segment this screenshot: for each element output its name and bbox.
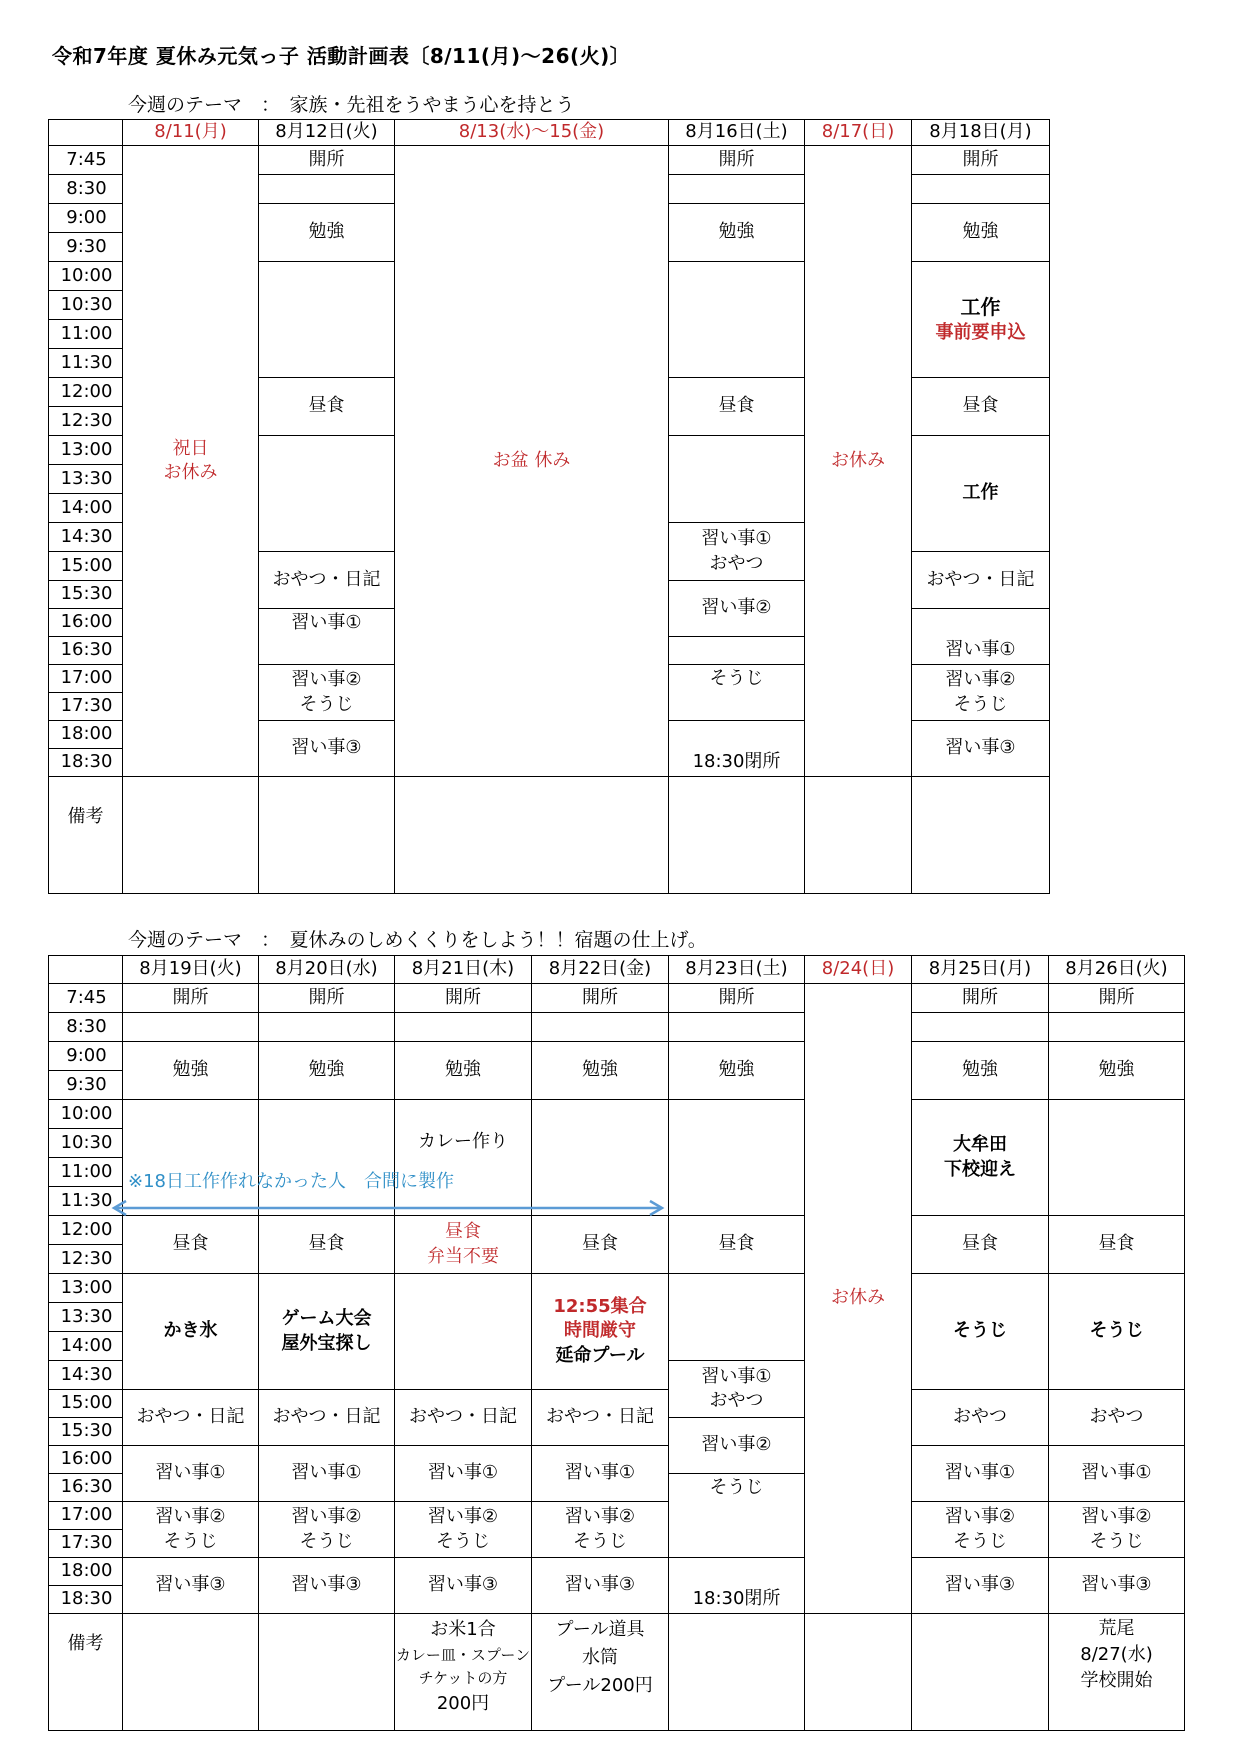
cell-empty	[395, 1274, 532, 1390]
cell-0821-curry: カレー作り	[395, 1100, 532, 1216]
lesson1-label: 習い事①	[701, 528, 772, 550]
cell-lunch: 昼食	[123, 1216, 259, 1274]
time-cell: 18:30	[49, 749, 123, 777]
cell-0812-study: 勉強	[259, 204, 395, 262]
cell-lesson1: 習い事①	[912, 1446, 1049, 1502]
time-cell: 11:30	[49, 1187, 123, 1216]
time-cell: 12:30	[49, 1245, 123, 1274]
biko-school-date: 8/27(水)	[1080, 1644, 1153, 1666]
craft-note: 事前要申込	[935, 321, 1026, 343]
cell-obon-rest: お盆 休み	[395, 146, 669, 777]
cell-empty	[669, 1013, 805, 1042]
header-0818: 8月18日(月)	[912, 120, 1050, 146]
clean-label: そうじ	[299, 1530, 354, 1552]
cell-0812-lesson3: 習い事③	[259, 721, 395, 777]
time-cell: 14:30	[49, 1361, 123, 1390]
time-cell: 16:30	[49, 1474, 123, 1502]
cell-0824-rest: お休み	[805, 984, 912, 1614]
pool-strict-time: 時間厳守	[564, 1320, 636, 1342]
cell-study: 勉強	[912, 1042, 1049, 1100]
cell-0818-open: 開所	[912, 146, 1050, 175]
header-0823: 8月23日(土)	[669, 956, 805, 984]
cell-lesson1: 習い事①	[532, 1446, 669, 1502]
time-cell: 9:00	[49, 1042, 123, 1071]
cell-lesson2-clean	[1049, 1502, 1185, 1558]
double-arrow-icon	[108, 1198, 668, 1218]
cell-0816-clean: そうじ	[669, 665, 805, 721]
cell-0819-kakigori: かき氷	[123, 1274, 259, 1390]
lunch-label: 昼食	[445, 1221, 481, 1243]
cell-empty	[1049, 1100, 1185, 1216]
time-cell: 15:30	[49, 1418, 123, 1446]
clean-label: そうじ	[573, 1530, 627, 1552]
cell-lesson3: 習い事③	[1049, 1558, 1185, 1614]
time-cell: 18:00	[49, 1558, 123, 1586]
cell-lunch: 昼食	[532, 1216, 669, 1274]
biko-cell	[805, 1614, 912, 1731]
cell-open: 開所	[669, 984, 805, 1013]
lesson2-label: 習い事②	[291, 1506, 362, 1528]
cell-0811-holiday	[123, 146, 259, 777]
time-cell: 10:30	[49, 291, 123, 320]
cell-0818-snack: おやつ・日記	[912, 552, 1050, 609]
cell-lesson2-clean	[912, 1502, 1049, 1558]
week1-theme: 今週のテーマ ： 家族・先祖をうやまう心を持とう	[128, 94, 575, 116]
cell-0816-close: 18:30閉所	[669, 721, 805, 777]
time-cell: 17:30	[49, 693, 123, 721]
time-cell: 11:30	[49, 349, 123, 378]
time-cell: 18:30	[49, 1586, 123, 1614]
cell-study: 勉強	[259, 1042, 395, 1100]
cell-empty	[259, 175, 395, 204]
cell-lesson3: 習い事③	[532, 1558, 669, 1614]
time-cell: 12:00	[49, 1216, 123, 1245]
omuta-label: 大牟田	[953, 1134, 1007, 1156]
biko-pool-fee: プール200円	[547, 1674, 653, 1696]
cell-open: 開所	[532, 984, 669, 1013]
biko-cell	[912, 777, 1050, 894]
time-cell: 16:30	[49, 637, 123, 665]
cell-0823-close: 18:30閉所	[669, 1558, 805, 1614]
cell-lesson2-clean	[259, 1502, 395, 1558]
cell-open: 開所	[259, 984, 395, 1013]
cell-0821-lunch	[395, 1216, 532, 1274]
time-cell: 13:30	[49, 465, 123, 494]
treasure-label: 屋外宝探し	[281, 1332, 372, 1354]
cell-0818-lesson2-clean	[912, 665, 1050, 721]
cell-lunch: 昼食	[1049, 1216, 1185, 1274]
time-cell: 17:30	[49, 1530, 123, 1558]
header-0825: 8月25日(月)	[912, 956, 1049, 984]
cell-snack: おやつ	[912, 1390, 1049, 1446]
lesson2-label: 習い事②	[427, 1506, 499, 1528]
lesson2-label: 習い事②	[1081, 1506, 1152, 1528]
clean-label: そうじ	[1089, 1530, 1144, 1552]
header-0826: 8月26日(火)	[1049, 956, 1185, 984]
cell-snack: おやつ	[1049, 1390, 1185, 1446]
cell-empty	[912, 175, 1050, 204]
rest-label: お休み	[163, 462, 218, 483]
time-cell: 7:45	[49, 984, 123, 1013]
biko-cell	[912, 1614, 1049, 1731]
biko-cell	[669, 777, 805, 894]
cell-0812-lesson1: 習い事①	[259, 609, 395, 665]
biko-rice: お米1合	[430, 1619, 496, 1640]
cell-0823-clean: そうじ	[669, 1474, 805, 1558]
biko-cell	[259, 777, 395, 894]
cell-0812-snack: おやつ・日記	[259, 552, 395, 609]
biko-0822	[532, 1614, 669, 1731]
time-cell: 15:00	[49, 552, 123, 581]
biko-cell	[805, 777, 912, 894]
biko-ticket: チケットの方	[418, 1669, 508, 1688]
time-cell: 18:00	[49, 721, 123, 749]
cell-0818-lunch: 昼食	[912, 378, 1050, 436]
header-0811: 8/11(月)	[123, 120, 259, 146]
biko-cell	[395, 777, 669, 894]
holiday-label: 祝日	[172, 437, 209, 459]
biko-arao: 荒尾	[1098, 1618, 1135, 1639]
corner-cell	[49, 956, 123, 984]
pool-label: 延命プール	[555, 1344, 645, 1366]
time-cell: 9:30	[49, 1071, 123, 1100]
cell-0816-lesson1-snack	[669, 523, 805, 581]
cell-study: 勉強	[123, 1042, 259, 1100]
cell-empty	[259, 262, 395, 378]
time-cell: 11:00	[49, 1158, 123, 1187]
cell-0816-lunch: 昼食	[669, 378, 805, 436]
cell-empty	[912, 1013, 1049, 1042]
cell-study: 勉強	[395, 1042, 532, 1100]
cell-empty	[669, 436, 805, 523]
cell-lesson1: 習い事①	[1049, 1446, 1185, 1502]
header-0820: 8月20日(水)	[259, 956, 395, 984]
cell-0823-lesson1-snack	[669, 1361, 805, 1418]
time-cell: 17:00	[49, 1502, 123, 1530]
cell-empty	[123, 1013, 259, 1042]
time-cell: 16:00	[49, 1446, 123, 1474]
header-0817: 8/17(日)	[805, 120, 912, 146]
cell-open: 開所	[123, 984, 259, 1013]
biko-label: 備考	[49, 777, 123, 894]
snack-label: おやつ	[709, 1390, 764, 1411]
cell-lesson3: 習い事③	[912, 1558, 1049, 1614]
cell-lesson1: 習い事①	[395, 1446, 532, 1502]
time-cell: 15:00	[49, 1390, 123, 1418]
biko-0821	[395, 1614, 532, 1731]
cell-0822-pool	[532, 1274, 669, 1390]
lesson2-label: 習い事②	[944, 1506, 1016, 1528]
cell-empty	[1049, 1013, 1185, 1042]
lesson2-label: 習い事②	[945, 669, 1016, 691]
snack-label: おやつ	[709, 552, 764, 574]
game-label: ゲーム大会	[281, 1308, 372, 1330]
cell-open: 開所	[1049, 984, 1185, 1013]
time-cell: 10:00	[49, 1100, 123, 1129]
cell-empty	[259, 1013, 395, 1042]
cell-0812-open: 開所	[259, 146, 395, 175]
cell-lunch: 昼食	[259, 1216, 395, 1274]
cell-study: 勉強	[669, 1042, 805, 1100]
week2-theme: 今週のテーマ ： 夏休みのしめくくりをしよう！！宿題の仕上げ。	[128, 929, 707, 951]
cell-0818-craft2: 工作	[912, 436, 1050, 552]
cell-snack-diary: おやつ・日記	[123, 1390, 259, 1446]
craft-makeup-note: ※18日工作作れなかった人 合間に製作	[128, 1171, 454, 1192]
clean-label: そうじ	[953, 1530, 1007, 1552]
cell-lunch: 昼食	[669, 1216, 805, 1274]
time-cell: 17:00	[49, 665, 123, 693]
cell-snack-diary: おやつ・日記	[259, 1390, 395, 1446]
time-cell: 10:00	[49, 262, 123, 291]
lesson1-label: 習い事①	[701, 1365, 772, 1387]
biko-cell	[123, 777, 259, 894]
cell-0818-study: 勉強	[912, 204, 1050, 262]
time-cell: 7:45	[49, 146, 123, 175]
biko-cell	[669, 1614, 805, 1731]
cell-study: 勉強	[1049, 1042, 1185, 1100]
cell-empty	[395, 1013, 532, 1042]
lesson2-label: 習い事②	[155, 1506, 226, 1528]
time-cell: 8:30	[49, 175, 123, 204]
cell-open: 開所	[395, 984, 532, 1013]
cell-lesson2-clean	[395, 1502, 532, 1558]
time-cell: 9:00	[49, 204, 123, 233]
header-0824: 8/24(日)	[805, 956, 912, 984]
cell-open: 開所	[912, 984, 1049, 1013]
no-bento-label: 弁当不要	[427, 1245, 499, 1267]
biko-cell	[123, 1614, 259, 1731]
pool-meet-time: 12:55集合	[553, 1296, 647, 1318]
clean-label: そうじ	[436, 1530, 490, 1552]
cell-0812-lunch: 昼食	[259, 378, 395, 436]
header-0813-15: 8/13(水)～15(金)	[395, 120, 669, 146]
pickup-label: 下校迎え	[944, 1158, 1016, 1180]
cell-0817-rest: お休み	[805, 146, 912, 777]
lesson2-label: 習い事②	[291, 669, 362, 691]
header-0819: 8月19日(火)	[123, 956, 259, 984]
cell-0825-clean: そうじ	[912, 1274, 1049, 1390]
biko-school-start: 学校開始	[1080, 1670, 1153, 1692]
craft-label: 工作	[960, 294, 1001, 319]
biko-curry-plate: カレー皿・スプーン	[395, 1645, 531, 1664]
clean-label: そうじ	[163, 1530, 218, 1552]
cell-empty	[669, 1274, 805, 1361]
cell-lunch: 昼食	[912, 1216, 1049, 1274]
time-cell: 10:30	[49, 1129, 123, 1158]
cell-lesson2-clean	[532, 1502, 669, 1558]
cell-0818-lesson1: 習い事①	[912, 609, 1050, 665]
biko-water-bottle: 水筒	[582, 1646, 618, 1668]
cell-empty	[669, 175, 805, 204]
header-0812: 8月12日(火)	[259, 120, 395, 146]
cell-empty	[669, 262, 805, 378]
time-cell: 15:30	[49, 581, 123, 609]
cell-empty	[532, 1013, 669, 1042]
cell-0823-lesson2: 習い事②	[669, 1418, 805, 1474]
time-cell: 9:30	[49, 233, 123, 262]
cell-snack-diary: おやつ・日記	[532, 1390, 669, 1446]
clean-label: そうじ	[953, 693, 1008, 715]
cell-0812-lesson2-clean	[259, 665, 395, 721]
cell-lesson3: 習い事③	[395, 1558, 532, 1614]
cell-empty	[669, 1100, 805, 1216]
week2-schedule-table	[48, 955, 1185, 1731]
cell-0825-omuta	[912, 1100, 1049, 1216]
time-cell: 14:00	[49, 1332, 123, 1361]
header-0816: 8月16日(土)	[669, 120, 805, 146]
time-cell: 14:30	[49, 523, 123, 552]
biko-0826	[1049, 1614, 1185, 1731]
time-cell: 8:30	[49, 1013, 123, 1042]
cell-lesson3: 習い事③	[123, 1558, 259, 1614]
cell-lesson1: 習い事①	[123, 1446, 259, 1502]
cell-0826-clean: そうじ	[1049, 1274, 1185, 1390]
cell-lesson1: 習い事①	[259, 1446, 395, 1502]
cell-empty	[259, 436, 395, 552]
time-cell: 12:00	[49, 378, 123, 407]
time-cell: 16:00	[49, 609, 123, 637]
time-cell: 13:00	[49, 1274, 123, 1303]
cell-snack-diary: おやつ・日記	[395, 1390, 532, 1446]
cell-study: 勉強	[532, 1042, 669, 1100]
time-cell: 12:30	[49, 407, 123, 436]
cell-0818-craft	[912, 262, 1050, 378]
biko-price: 200円	[436, 1693, 490, 1715]
time-cell: 11:00	[49, 320, 123, 349]
time-cell: 13:00	[49, 436, 123, 465]
time-cell: 14:00	[49, 494, 123, 523]
cell-0816-open: 開所	[669, 146, 805, 175]
cell-lesson3: 習い事③	[259, 1558, 395, 1614]
week1-schedule-table	[48, 119, 1050, 894]
time-cell: 13:30	[49, 1303, 123, 1332]
corner-cell	[49, 120, 123, 146]
cell-empty	[669, 637, 805, 665]
page-title: 令和7年度 夏休み元気っ子 活動計画表〔8/11(月)～26(火)〕	[52, 44, 631, 68]
biko-cell	[259, 1614, 395, 1731]
header-0822: 8月22日(金)	[532, 956, 669, 984]
cell-0818-lesson3: 習い事③	[912, 721, 1050, 777]
cell-0820-game	[259, 1274, 395, 1390]
lesson2-label: 習い事②	[564, 1506, 636, 1528]
clean-label: そうじ	[299, 693, 354, 715]
cell-0816-study: 勉強	[669, 204, 805, 262]
cell-0816-lesson2: 習い事②	[669, 581, 805, 637]
biko-pool-gear: プール道具	[555, 1619, 645, 1640]
cell-lesson2-clean	[123, 1502, 259, 1558]
header-0821: 8月21日(木)	[395, 956, 532, 984]
biko-label: 備考	[49, 1614, 123, 1731]
